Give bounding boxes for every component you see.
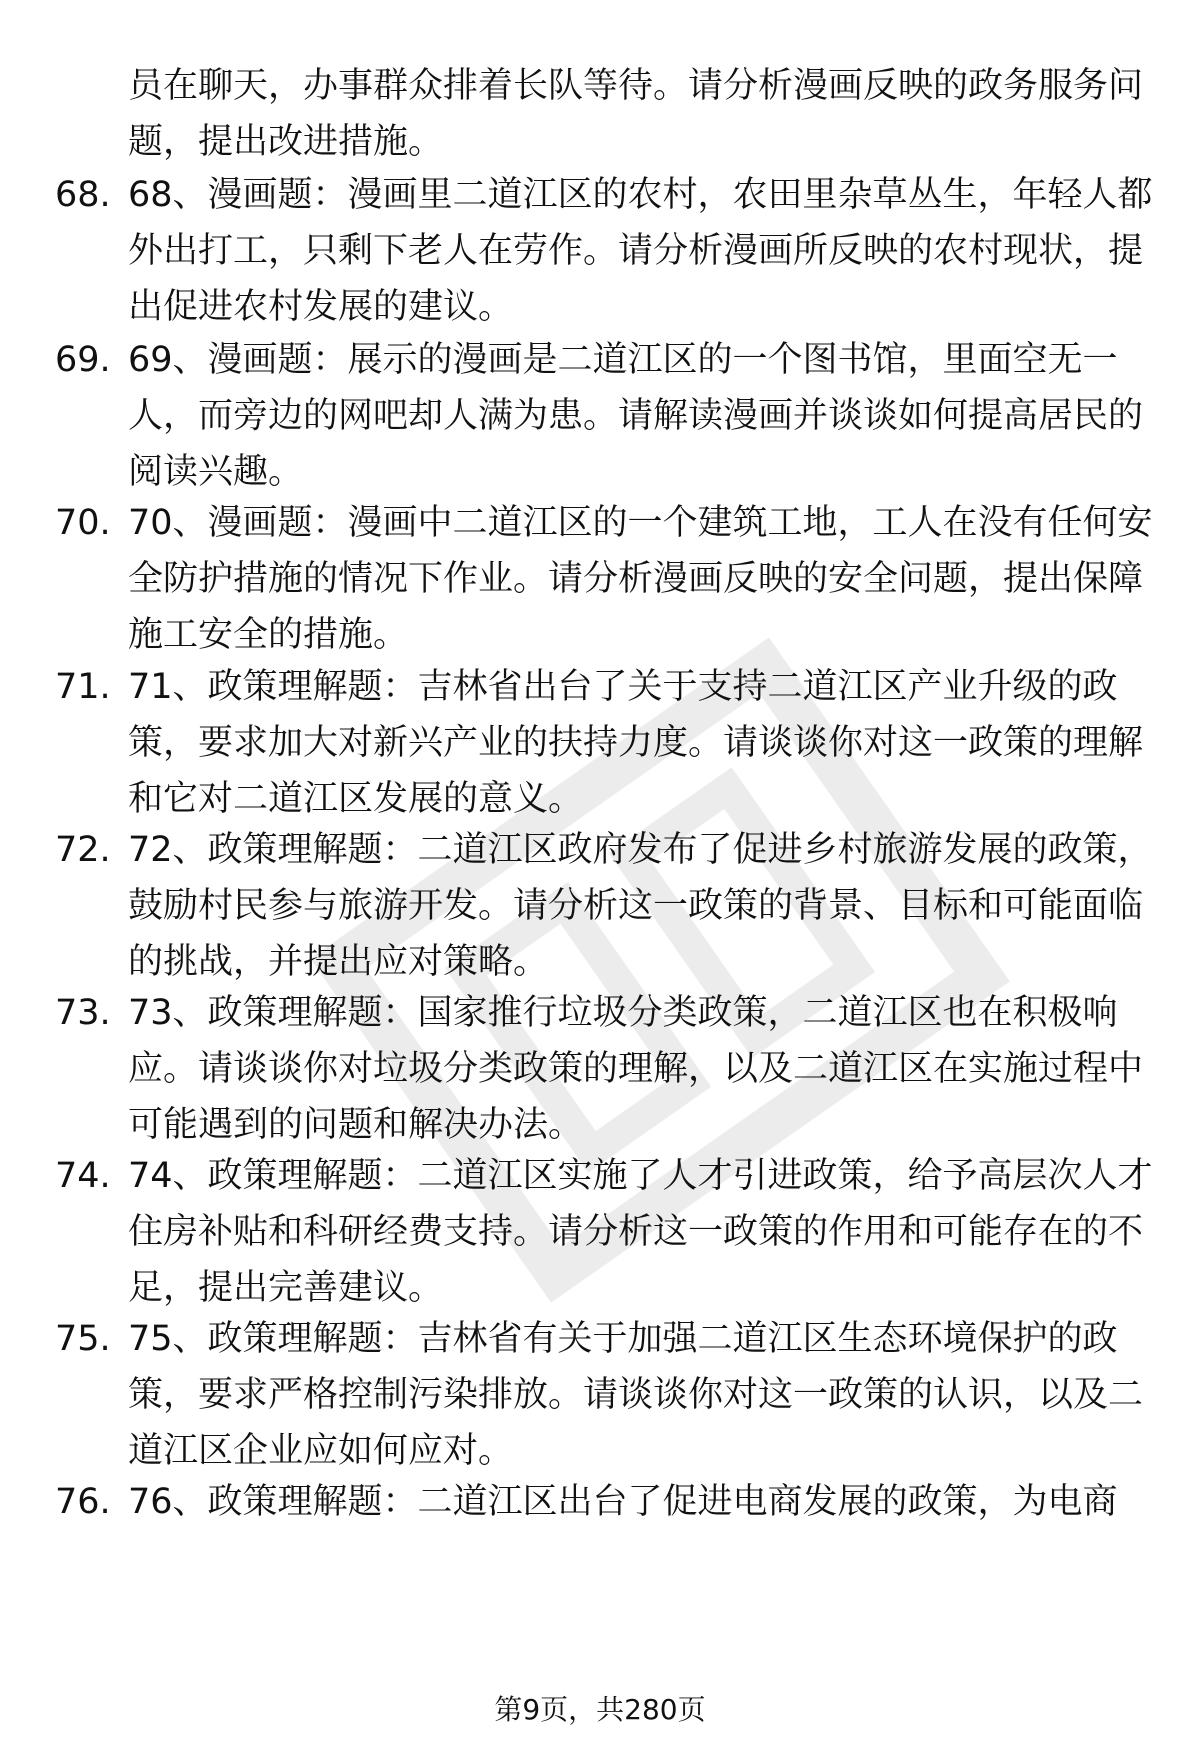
question-text: 69、漫画题：展示的漫画是二道江区的一个图书馆，里面空无一人，而旁边的网吧却人满为患。请解读漫画并谈谈如何提高居民的阅读兴趣。 — [128, 340, 1144, 492]
question-number: 71. — [55, 667, 111, 707]
question-text: 71、政策理解题：吉林省出台了关于支持二道江区产业升级的政策，要求加大对新兴产业的扶持力度。请谈谈你对这一政策的理解和它对二道江区发展的意义。 — [128, 667, 1144, 819]
question-number: 75. — [55, 1319, 111, 1359]
question-text: 73、政策理解题：国家推行垃圾分类政策，二道江区也在积极响应。请谈谈你对垃圾分类政策的理解，以及二道江区在实施过程中可能遇到的问题和解决办法。 — [128, 993, 1144, 1145]
question-number: 70. — [55, 503, 111, 543]
question-text: 75、政策理解题：吉林省有关于加强二道江区生态环境保护的政策，要求严格控制污染排放。请谈谈你对这一政策的认识，以及二道江区企业应如何应对。 — [128, 1319, 1144, 1471]
question-number: 73. — [55, 993, 111, 1033]
question-text: 74、政策理解题：二道江区实施了人才引进政策，给予高层次人才住房补贴和科研经费支持。请分析这一政策的作用和可能存在的不足，提出完善建议。 — [128, 1156, 1153, 1308]
continuation-text: 员在聊天，办事群众排着长队等待。请分析漫画反映的政务服务问题，提出改进措施。 — [128, 66, 1144, 162]
question-text: 68、漫画题：漫画里二道江区的农村，农田里杂草丛生，年轻人都外出打工，只剩下老人在劳作。请分析漫画所反映的农村现状，提出促进农村发展的建议。 — [128, 175, 1153, 327]
question-number: 76. — [55, 1482, 111, 1522]
question-text: 72、政策理解题：二道江区政府发布了促进乡村旅游发展的政策，鼓励村民参与旅游开发。请分析这一政策的背景、目标和可能面临的挑战，并提出应对策略。 — [128, 830, 1153, 982]
question-text: 76、政策理解题：二道江区出台了促进电商发展的政策，为电商 — [128, 1482, 1118, 1522]
page-footer: 第9页，共280页 — [494, 1693, 706, 1726]
question-number: 68. — [55, 175, 111, 215]
question-text: 70、漫画题：漫画中二道江区的一个建筑工地，工人在没有任何安全防护措施的情况下作业。请分析漫画反映的安全问题，提出保障施工安全的措施。 — [128, 503, 1153, 655]
question-number: 72. — [55, 830, 111, 870]
question-number: 69. — [55, 340, 111, 380]
question-number: 74. — [55, 1156, 111, 1196]
